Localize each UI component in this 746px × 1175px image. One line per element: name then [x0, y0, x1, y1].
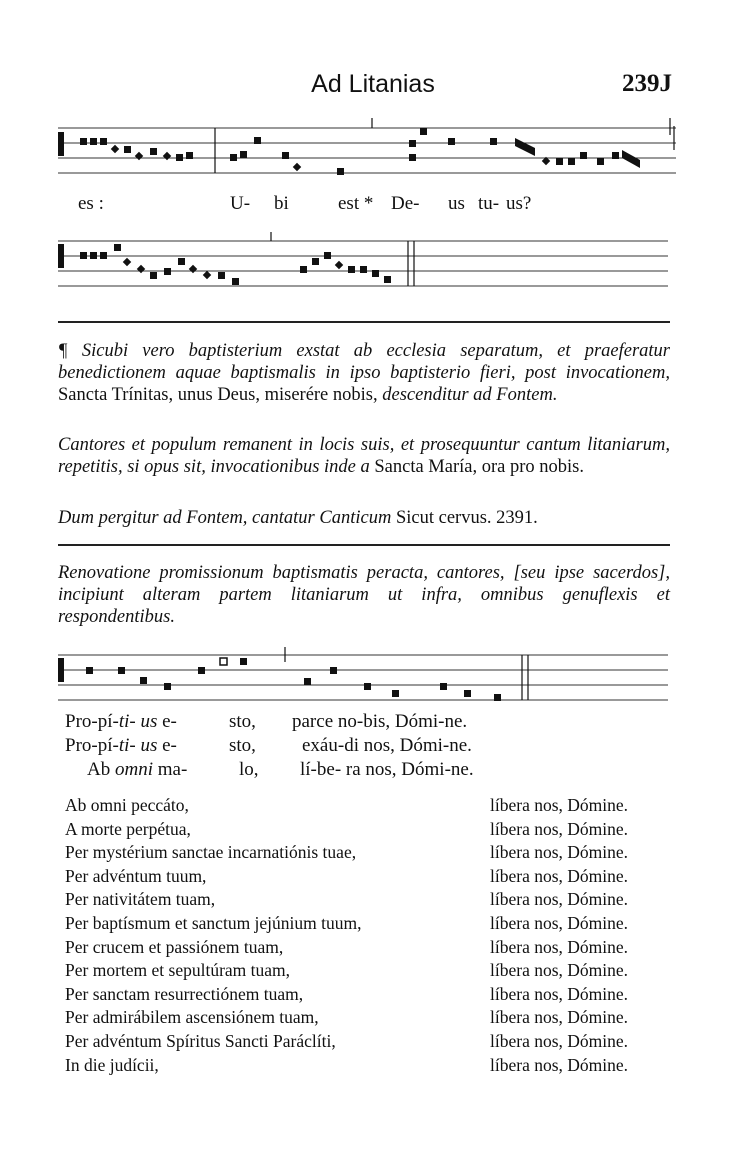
divider: [58, 544, 670, 546]
chant-line: Pro-pí-ti- us e-: [65, 711, 177, 732]
rubric-paragraph: [58, 507, 670, 529]
staff-2: [58, 241, 668, 286]
lyric-syllable: us?: [506, 193, 532, 214]
litany-response: líbera nos, Dómine.: [490, 842, 629, 863]
chant-line-end: sto,: [229, 711, 256, 732]
chant-response: parce no-bis, Dómi-ne.: [292, 711, 468, 732]
lyric-syllable: U-: [230, 193, 251, 214]
litany-invocation: Per baptísmum et sanctum jejúnium tuum,: [65, 913, 362, 933]
lyric-syllable: es :: [78, 193, 104, 214]
litany-response: líbera nos, Dómine.: [490, 795, 629, 815]
litany-response: líbera nos, Dómine.: [490, 889, 629, 910]
rubric-italic: ¶ Sicubi vero baptisterium exstat ab ecclesia separatum, et praeferatur benedictionem aquae baptismalis in ipso baptisterio fieri, post invocationem,: [58, 341, 670, 383]
litany-response: líbera nos, Dómine.: [490, 936, 629, 957]
rubric-italic: Renovatione promissionum baptismatis peracta, cantores, [seu ipse sacerdos], incipiunt alteram partem litaniarum ut infra, omnibus genuflexis et respondentibus.: [58, 563, 670, 627]
litany-response: líbera nos, Dómine.: [490, 865, 629, 886]
litany-invocation: Per nativitátem tuam,: [65, 889, 216, 910]
chant-line: Ab omni ma-: [87, 759, 188, 780]
litany-invocation: Per advéntum Spíritus Sancti Paráclíti,: [65, 1031, 336, 1051]
staff-1-neumes: [58, 128, 640, 175]
litany-invocation: Per sanctam resurrectiónem tuam,: [65, 983, 304, 1004]
lyric-syllable: bi: [274, 193, 289, 214]
lyric-syllable: De-: [391, 193, 420, 214]
litany-response: líbera nos, Dómine.: [490, 1054, 629, 1075]
staff-3: [58, 655, 668, 700]
litany-invocation: Per admirábilem ascensiónem tuam,: [65, 1007, 319, 1028]
litany-invocation: Per mystérium sanctae incarnatiónis tuae,: [65, 842, 357, 863]
rubric-italic: Cantores et populum remanent in locis suis, et prosequuntur cantum litaniarum, repetitis, si opus sit, invocationibus inde a: [58, 435, 670, 477]
litany-response: líbera nos, Dómine.: [490, 1007, 629, 1028]
divider: [58, 321, 670, 323]
chant-line-end: lo,: [239, 759, 259, 780]
litany-response: líbera nos, Dómine.: [490, 960, 629, 981]
litany-response: líbera nos, Dómine.: [490, 818, 629, 839]
staff-2-neumes: [58, 244, 391, 285]
canticle-reference: Sicut cervus. 2391.: [395, 508, 538, 528]
lyric-syllable: tu-: [478, 193, 500, 214]
page-title: Ad Litanias: [311, 70, 435, 98]
litany-invocation: Per crucem et passiónem tuam,: [65, 936, 284, 957]
rubric-italic: descenditur ad Fontem.: [382, 385, 558, 405]
litany-invocation: Per advéntum tuum,: [65, 865, 207, 886]
invocation-text: Sancta Trínitas, unus Deus, miserére nobis,: [58, 385, 378, 405]
chant-response: lí-be- ra nos, Dómi-ne.: [300, 759, 474, 780]
chant-line-end: sto,: [229, 735, 256, 756]
lyric-syllable: us: [448, 193, 465, 214]
litany-invocation: A morte perpétua,: [65, 818, 191, 839]
chant-response: exáu-di nos, Dómi-ne.: [302, 735, 472, 756]
rubric-paragraph: [58, 340, 670, 406]
rubric-italic: Dum pergitur ad Fontem, cantatur Canticum: [58, 508, 392, 528]
litany-invocation: Ab omni peccáto,: [65, 795, 189, 815]
chant-line: Pro-pí-ti- us e-: [65, 735, 177, 756]
staff-3-neumes: [58, 658, 501, 701]
lyric-syllable: est *: [338, 193, 374, 214]
litany-response: líbera nos, Dómine.: [490, 913, 629, 933]
litany-response: líbera nos, Dómine.: [490, 983, 629, 1004]
invocation-text: Sancta María, ora pro nobis.: [374, 457, 584, 477]
litany-invocation: Per mortem et sepultúram tuam,: [65, 960, 291, 981]
rubric-paragraph: [58, 434, 670, 478]
rubric-paragraph: [58, 562, 670, 628]
page-number: 239J: [622, 70, 672, 97]
litany-invocation: In die judícii,: [65, 1054, 159, 1075]
litany-response: líbera nos, Dómine.: [490, 1031, 629, 1051]
